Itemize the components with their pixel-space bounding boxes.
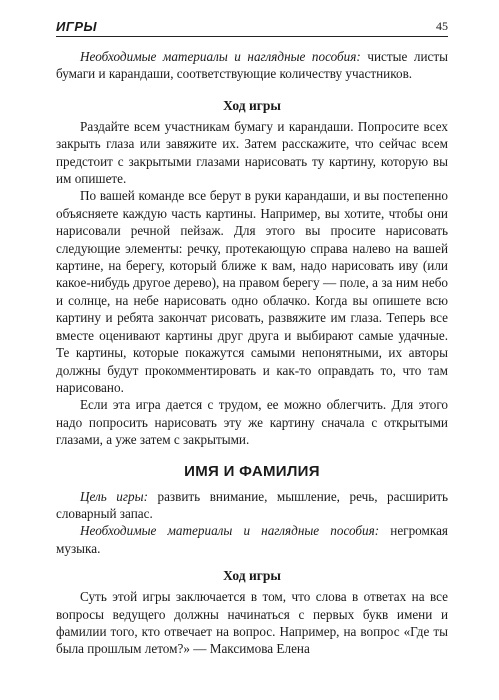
- page-number: 45: [436, 19, 448, 33]
- materials-label-1: Необходимые материалы и наглядные пособия:: [80, 49, 361, 64]
- body-paragraph: Суть этой игры заключается в том, что слова в ответах на все вопросы ведущего должны начинаться с первых букв имени и фамилии того, кто отвечает на вопрос. Например, на вопрос «Где ты была прошлым летом?» — Максимова Елена: [56, 589, 448, 657]
- book-page: [56, 14, 448, 658]
- subheading-game-procedure-1: Ход игры: [223, 97, 281, 113]
- materials-label-2: Необходимые материалы и наглядные пособия:: [80, 523, 380, 539]
- materials-paragraph-1: [56, 48, 448, 83]
- goal-paragraph: [56, 488, 448, 523]
- materials-paragraph-2: [56, 522, 448, 557]
- materials-text-2: негромкая музыка.: [56, 523, 448, 556]
- page-header: [56, 14, 448, 37]
- running-head: ИГРЫ: [56, 19, 97, 34]
- body-paragraph: По вашей команде все берут в руки карандаши, и вы постепенно объясняете каждую часть картины. Например, вы хотите, чтобы они нарисовали речной пейзаж. Для этого вы просите нарисовать следующие элементы: речку, протекающую справа налево на вашей картине, на берегу, который ближе к вам, надо нарисовать иву (или какое-нибудь другое дерево), на правом берегу — поле, а за ним небо и солнце, на небе нарисовать одно облачко. Когда вы опишете всю картину и ребята закончат рисовать, развяжите им глаза. Теперь все вместе оценивают картины друг друга и выбирают самые удачные. Те картины, которые покажутся самыми непонятными, их авторы должны будут прокомментировать и как-то оправдать то, что там нарисовано.: [56, 188, 448, 395]
- goal-label: Цель игры:: [80, 488, 148, 504]
- materials-text-1: чистые листы бумаги и карандаши, соответствующие количеству участников.: [56, 49, 448, 82]
- body-paragraph: Если эта игра дается с трудом, ее можно облегчить. Для этого надо попросить нарисовать эту же картину сначала с открытыми глазами, а уже затем с закрытыми.: [56, 397, 448, 448]
- goal-text: развить внимание, мышление, речь, расширить словарный запас.: [56, 488, 448, 521]
- body-paragraph: Раздайте всем участникам бумагу и карандаши. Попросите всех закрыть глаза или завяжите их. Затем расскажите, что сейчас всем предстоит с закрытыми глазами нарисовать ту картину, которую вы им опишете.: [56, 118, 448, 187]
- subheading-game-procedure-2: Ход игры: [223, 568, 281, 584]
- section-title: ИМЯ И ФАМИЛИЯ: [184, 462, 320, 480]
